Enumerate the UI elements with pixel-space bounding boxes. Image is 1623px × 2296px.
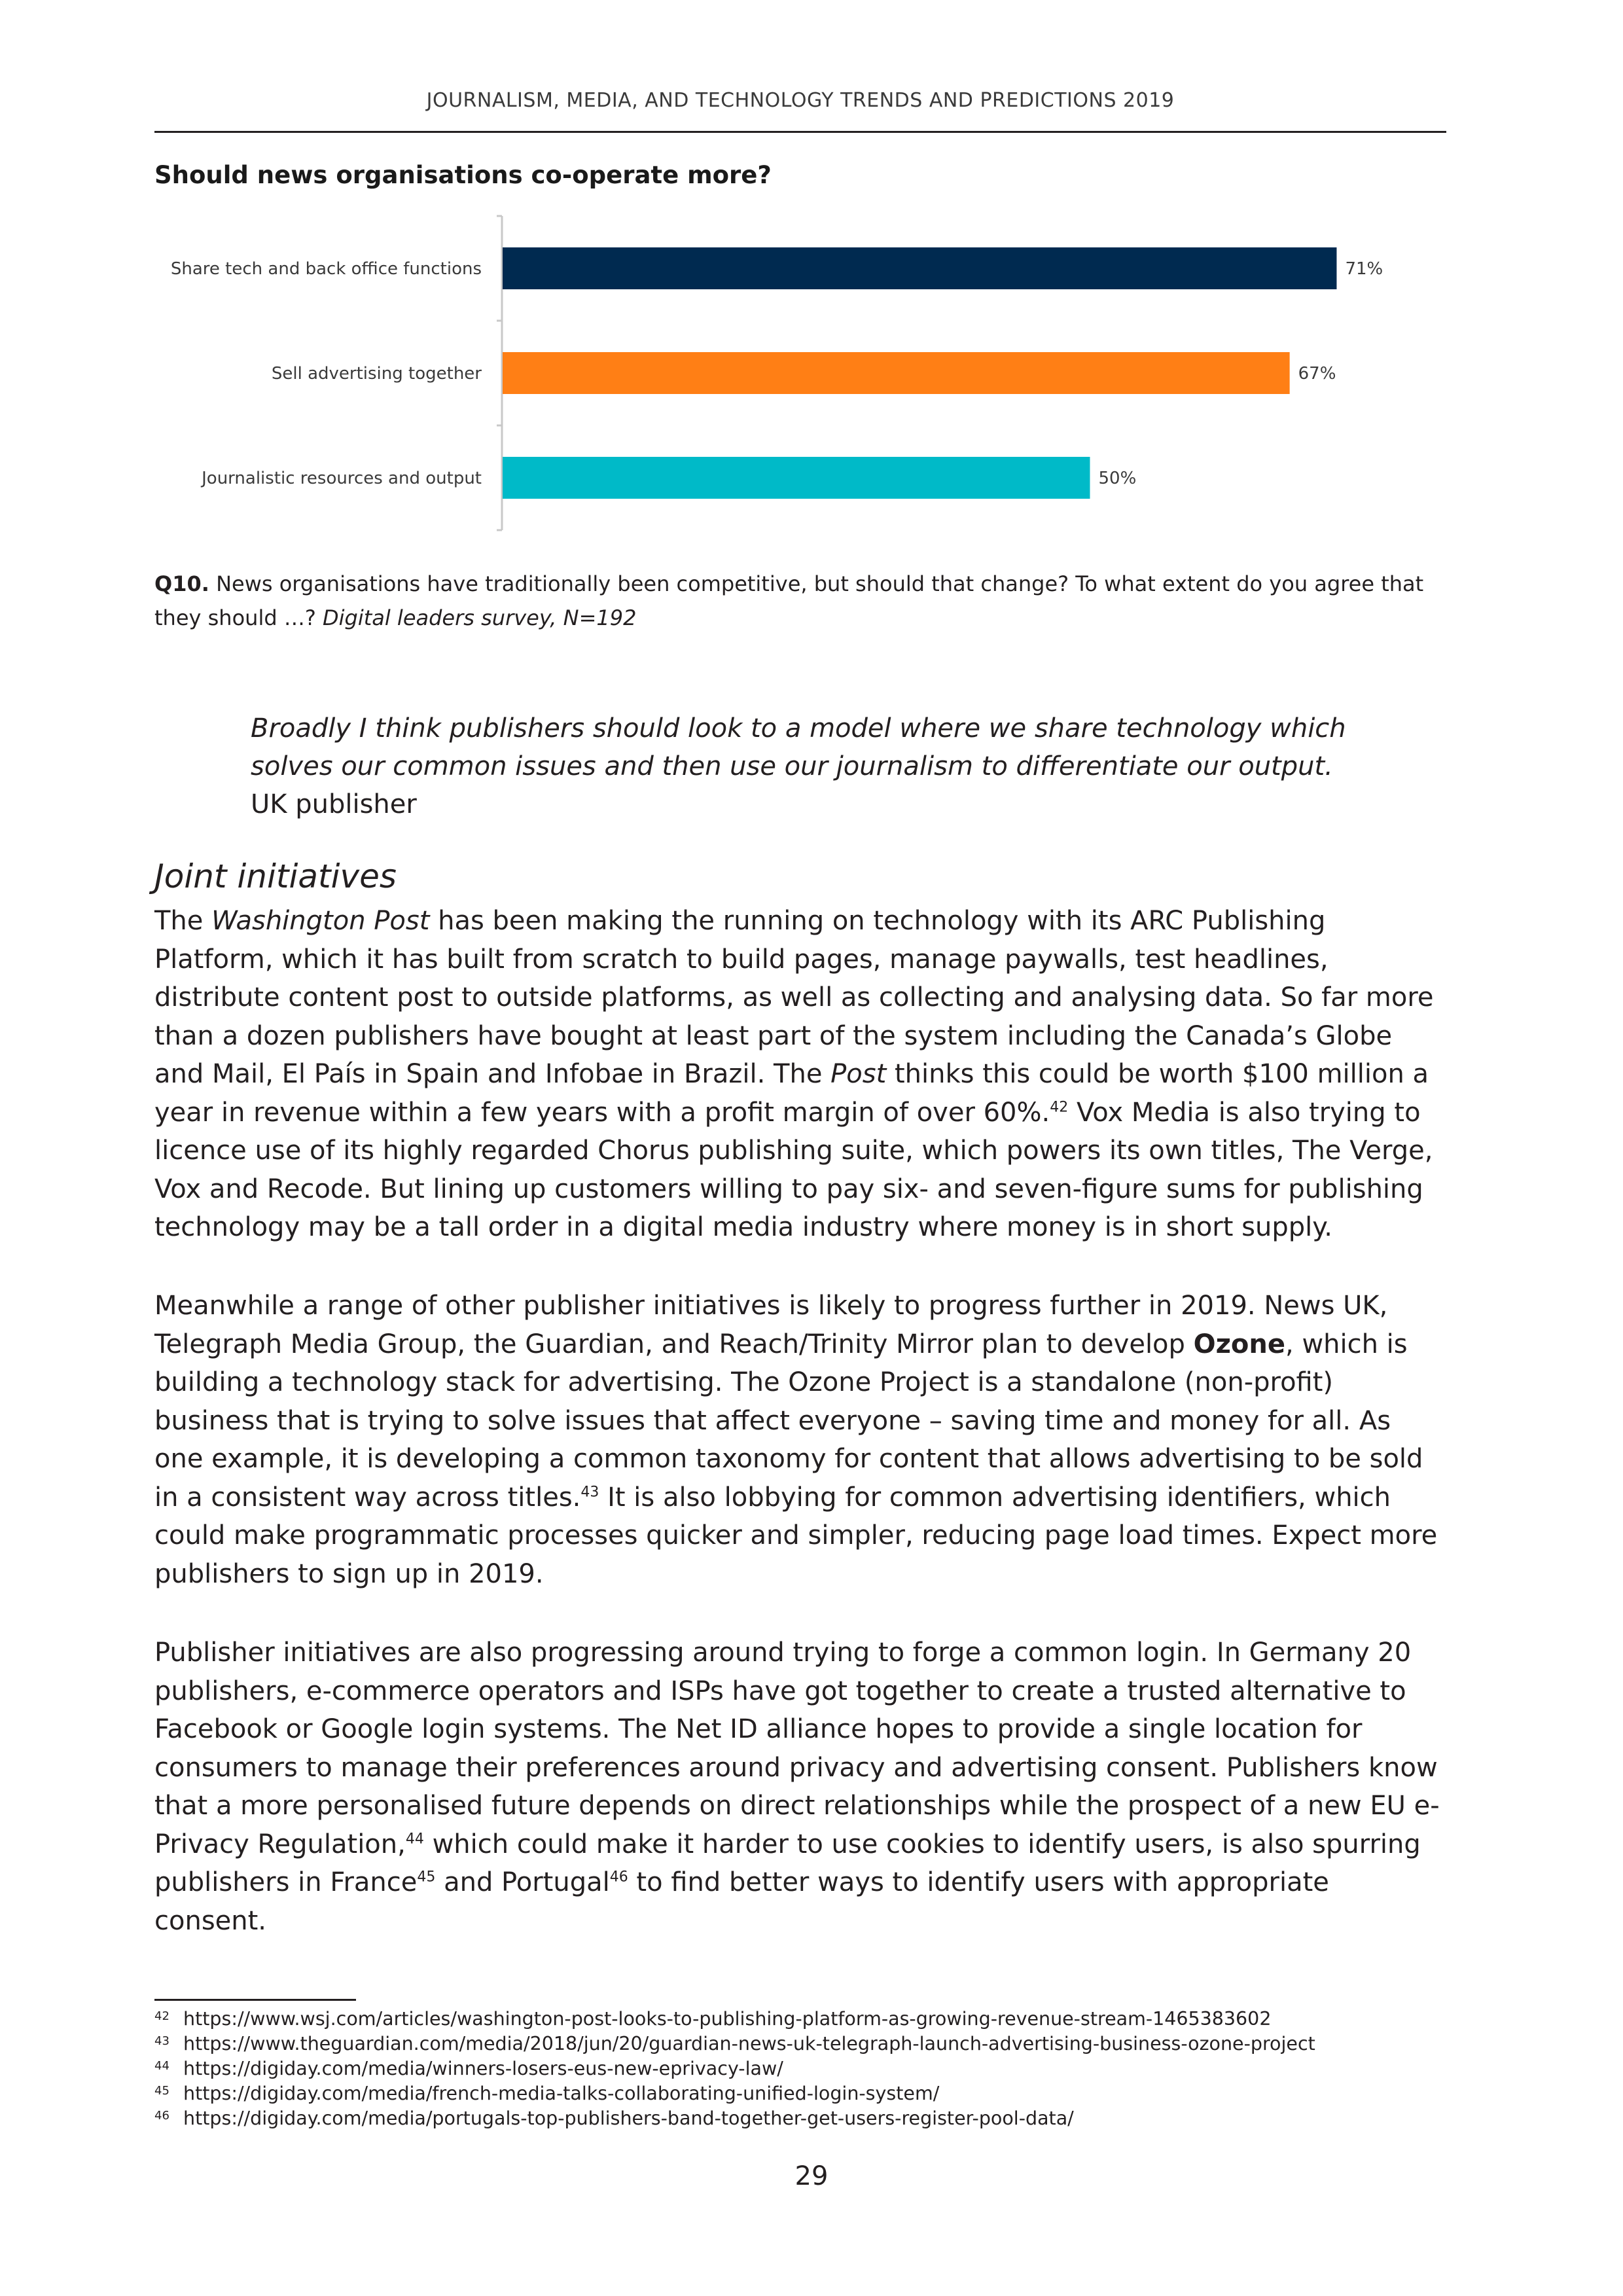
- chart-title: Should news organisations co-operate more?: [154, 161, 772, 189]
- footnote-number: 45: [154, 2084, 169, 2098]
- footnote-ref[interactable]: 44: [405, 1831, 424, 1848]
- footnote-link[interactable]: https://www.theguardian.com/media/2018/jun/20/guardian-news-uk-telegraph-launch-advertising-business-ozone-project: [183, 2033, 1315, 2054]
- body-paragraph-1: [154, 902, 1446, 1247]
- footnote-ref[interactable]: 42: [1050, 1099, 1069, 1116]
- chart-caption: [154, 567, 1446, 635]
- footnote: [154, 2007, 1446, 2032]
- footnote-number: 42: [154, 2009, 169, 2023]
- text-run: has been making the running on technology with its ARC Publishing Platform, which it has built from scratch to build pages, manage paywalls, test headlines, distribute content post to outside platforms, as well as collecting and analysing data. So far more than a dozen publishers have bought at least part of the system including the Canada’s Globe and Mail, El País in Spain and Infobae in Brazil. The: [154, 906, 1434, 1089]
- footnote-number: 43: [154, 2034, 169, 2048]
- footnote-link[interactable]: https://digiday.com/media/portugals-top-publishers-band-together-get-users-register-pool-data/: [183, 2108, 1074, 2129]
- footnote-rule: [154, 1999, 356, 2001]
- footnotes: [154, 2007, 1446, 2131]
- page-number: 29: [794, 2161, 829, 2191]
- value-label: 50%: [1098, 469, 1137, 488]
- pull-quote: [251, 709, 1429, 823]
- question-text: News organisations have traditionally been competitive, but should that change? To what extent do you agree that they should …?: [154, 571, 1424, 630]
- footnote-ref[interactable]: 45: [417, 1869, 436, 1886]
- quote-attribution: UK publisher: [251, 789, 417, 819]
- publication-name: Post: [830, 1059, 887, 1089]
- bar-3: [503, 457, 1090, 499]
- category-label: Sell advertising together: [271, 364, 482, 384]
- text-run: Meanwhile a range of other publisher initiatives is likely to progress further in 2019. News UK, Telegraph Media Group, the Guardian, and Reach/Trinity Mirror plan to develop: [154, 1291, 1388, 1359]
- text-run: and Portugal: [435, 1867, 610, 1897]
- footnote-number: 46: [154, 2109, 169, 2123]
- header-rule: [154, 131, 1446, 133]
- category-label: Share tech and back office functions: [170, 259, 482, 279]
- footnote: [154, 2106, 1446, 2131]
- survey-source: Digital leaders survey, N=192: [322, 605, 637, 630]
- text-run: The: [154, 906, 212, 936]
- bar-2: [503, 352, 1290, 394]
- text-run: to find better ways to identify users with appropriate consent.: [154, 1867, 1329, 1936]
- quote-text: Broadly I think publishers should look to a model where we share technology which solves our common issues and then use our journalism to differentiate our output.: [251, 713, 1346, 781]
- footnote-ref[interactable]: 43: [580, 1484, 599, 1501]
- bar-chart: [154, 209, 1446, 537]
- bar-1: [503, 247, 1336, 289]
- footnote-link[interactable]: https://digiday.com/media/french-media-talks-collaborating-unified-login-system/: [183, 2083, 940, 2104]
- text-run: , which is building a technology stack for advertising. The Ozone Project is a standalone (non-profit) business that is trying to solve issues that affect everyone – saving time and money for all. As one example, it is developing a common taxonomy for content that allows advertising to be sold in a consistent way across titles.: [154, 1329, 1423, 1513]
- footnote: [154, 2032, 1446, 2056]
- publication-name: Washington Post: [211, 906, 430, 936]
- text-run: which could make it harder to use cookies to identify users, is also spurring publishers in France: [154, 1829, 1421, 1897]
- text-run: It is also lobbying for common advertising identifiers, which could make programmatic processes quicker and simpler, reducing page load times. Expect more publishers to sign up in 2019.: [154, 1482, 1438, 1589]
- section-heading: Joint initiatives: [154, 857, 397, 895]
- ozone-emphasis: Ozone: [1193, 1329, 1286, 1359]
- footnote-link[interactable]: https://digiday.com/media/winners-losers-eus-new-eprivacy-law/: [183, 2058, 783, 2079]
- body-paragraph-3: [154, 1634, 1446, 1940]
- question-number: Q10.: [154, 571, 209, 596]
- category-label: Journalistic resources and output: [202, 469, 482, 488]
- text-run: thinks this could be worth $100 million a year in revenue within a few years with a profit margin of over 60%.: [154, 1059, 1429, 1128]
- footnote: [154, 2056, 1446, 2081]
- footnote-link[interactable]: https://www.wsj.com/articles/washington-post-looks-to-publishing-platform-as-growing-revenue-stream-1465383602: [183, 2008, 1272, 2030]
- footnote-number: 44: [154, 2059, 169, 2073]
- running-header: JOURNALISM, MEDIA, AND TECHNOLOGY TRENDS AND PREDICTIONS 2019: [426, 89, 1175, 112]
- footnote: [154, 2081, 1446, 2106]
- value-label: 67%: [1298, 364, 1336, 384]
- footnote-ref[interactable]: 46: [609, 1869, 628, 1886]
- text-run: Publisher initiatives are also progressing around trying to forge a common login. In Germany 20 publishers, e-commerce operators and ISPs have got together to create a trusted alternative to Facebook or Google login systems. The Net ID alliance hopes to provide a single location for consumers to manage their preferences around privacy and advertising consent. Publishers know that a more personalised future depends on direct relationships while the prospect of a new EU e-Privacy Regulation,: [154, 1638, 1440, 1859]
- body-paragraph-2: [154, 1287, 1446, 1593]
- value-label: 71%: [1345, 259, 1383, 279]
- text-run: Vox Media is also trying to licence use of its highly regarded Chorus publishing suite, which powers its own titles, The Verge, Vox and Recode. But lining up customers willing to pay six- and seven-figure sums for publishing technology may be a tall order in a digital media industry where money is in short supply.: [154, 1097, 1433, 1242]
